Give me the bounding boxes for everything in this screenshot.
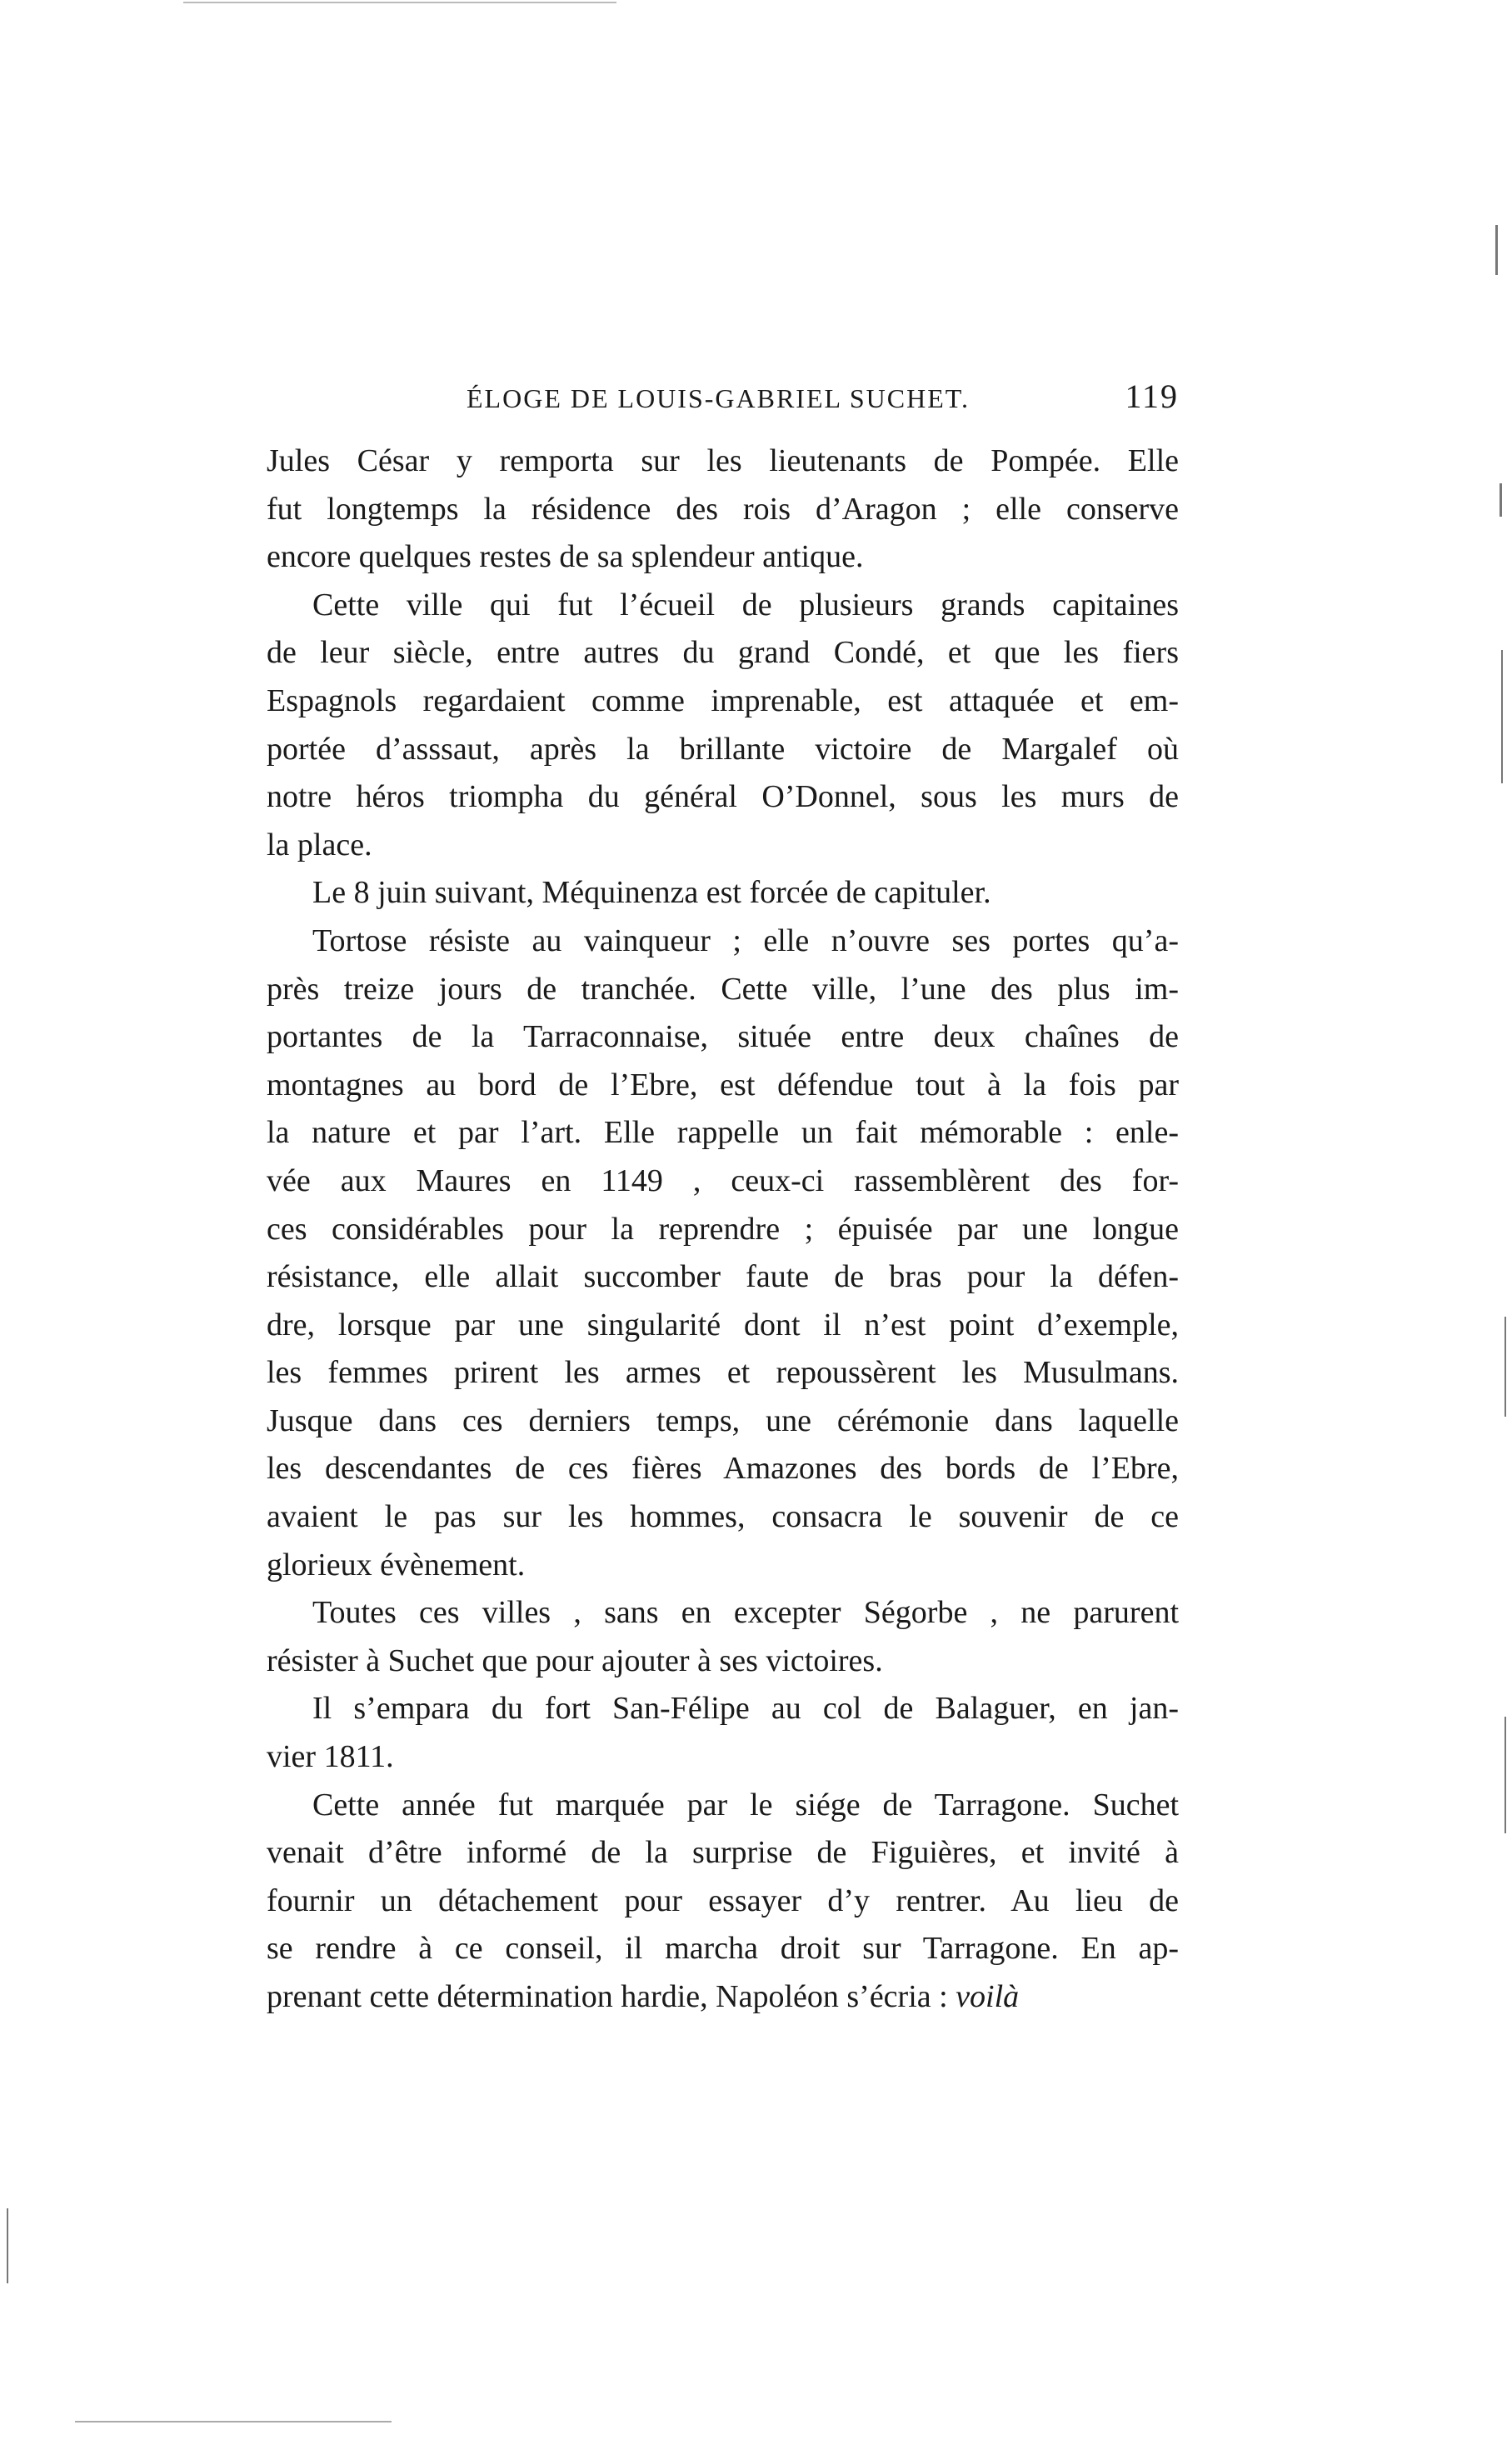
text-line: Le 8 juin suivant, Méquinenza est forcée de capituler. [312, 875, 991, 911]
text-line: notre héros triompha du général O’Donnel, sous les murs de [267, 779, 1179, 815]
text-line: ces considérables pour la reprendre ; épuisée par une longue [267, 1211, 1179, 1247]
text-line: Tortose résiste au vainqueur ; elle n’ouvre ses portes qu’a- [312, 922, 1179, 958]
text-line: se rendre à ce conseil, il marcha droit sur Tarragone. En ap- [267, 1931, 1179, 1967]
scan-mark [7, 2208, 8, 2283]
body-text [267, 438, 1179, 2022]
text-line: fournir un détachement pour essayer d’y rentrer. Au lieu de [267, 1882, 1179, 1918]
text-line: Jusque dans ces derniers temps, une cérémonie dans laquelle [267, 1402, 1179, 1438]
text-line: encore quelques restes de sa splendeur antique. [267, 539, 864, 575]
text-line-start: prenant cette détermination hardie, Napoléon s’écria : [267, 1979, 956, 2014]
text-line: Espagnols regardaient comme imprenable, est attaquée et em- [267, 682, 1179, 718]
text-line: glorieux évènement. [267, 1547, 526, 1582]
text-line: vier 1811. [267, 1739, 394, 1775]
text-line: Jules César y remporta sur les lieutenants de Pompée. Elle [267, 443, 1179, 478]
scan-mark [1501, 650, 1503, 783]
text-line: de leur siècle, entre autres du grand Condé, et que les fiers [267, 635, 1179, 671]
running-head [267, 377, 1179, 418]
text-line: portée d’asssaut, après la brillante victoire de Margalef où [267, 731, 1179, 767]
text-line: portantes de la Tarraconnaise, située entre deux chaînes de [267, 1019, 1179, 1055]
text-line: résister à Suchet que pour ajouter à ses victoires. [267, 1642, 883, 1678]
text-line: fut longtemps la résidence des rois d’Aragon ; elle conserve [267, 491, 1179, 527]
text-line: la nature et par l’art. Elle rappelle un fait mémorable : enle- [267, 1115, 1179, 1151]
text-line: Il s’empara du fort San-Félipe au col de Balaguer, en jan- [312, 1691, 1179, 1727]
scan-mark [1505, 1317, 1506, 1417]
text-line: les femmes prirent les armes et repoussèrent les Musulmans. [267, 1355, 1179, 1391]
text-line: vée aux Maures en 1149 , ceux-ci rassemblèrent des for- [267, 1162, 1179, 1198]
text-line: la place. [267, 827, 372, 862]
page-number: 119 [1125, 378, 1179, 415]
text-line: venait d’être informé de la surprise de Figuières, et invité à [267, 1835, 1179, 1871]
text-line: avaient le pas sur les hommes, consacra le souvenir de ce [267, 1499, 1179, 1535]
text-line: Toutes ces villes , sans en excepter Ségorbe , ne parurent [312, 1595, 1179, 1631]
text-line: montagnes au bord de l’Ebre, est défendue tout à la fois par [267, 1067, 1179, 1102]
text-line: résistance, elle allait succomber faute de bras pour la défen- [267, 1259, 1179, 1295]
text-line: près treize jours de tranchée. Cette ville, l’une des plus im- [267, 971, 1179, 1007]
text-line: Cette ville qui fut l’écueil de plusieurs grands capitaines [312, 587, 1179, 622]
scan-mark [183, 2, 616, 3]
scan-mark [75, 2421, 392, 2422]
scan-mark [1495, 225, 1498, 275]
italic-word: voilà [956, 1979, 1020, 2014]
text-line: les descendantes de ces fières Amazones des bords de l’Ebre, [267, 1451, 1179, 1487]
scan-mark [1500, 483, 1502, 517]
running-title: ÉLOGE DE LOUIS-GABRIEL SUCHET. [467, 383, 970, 413]
text-line [267, 1973, 1179, 2022]
text-line: Cette année fut marquée par le siége de Tarragone. Suchet [312, 1787, 1179, 1822]
text-line: dre, lorsque par une singularité dont il n’est point d’exemple, [267, 1307, 1179, 1342]
scan-mark [1505, 1717, 1506, 1833]
